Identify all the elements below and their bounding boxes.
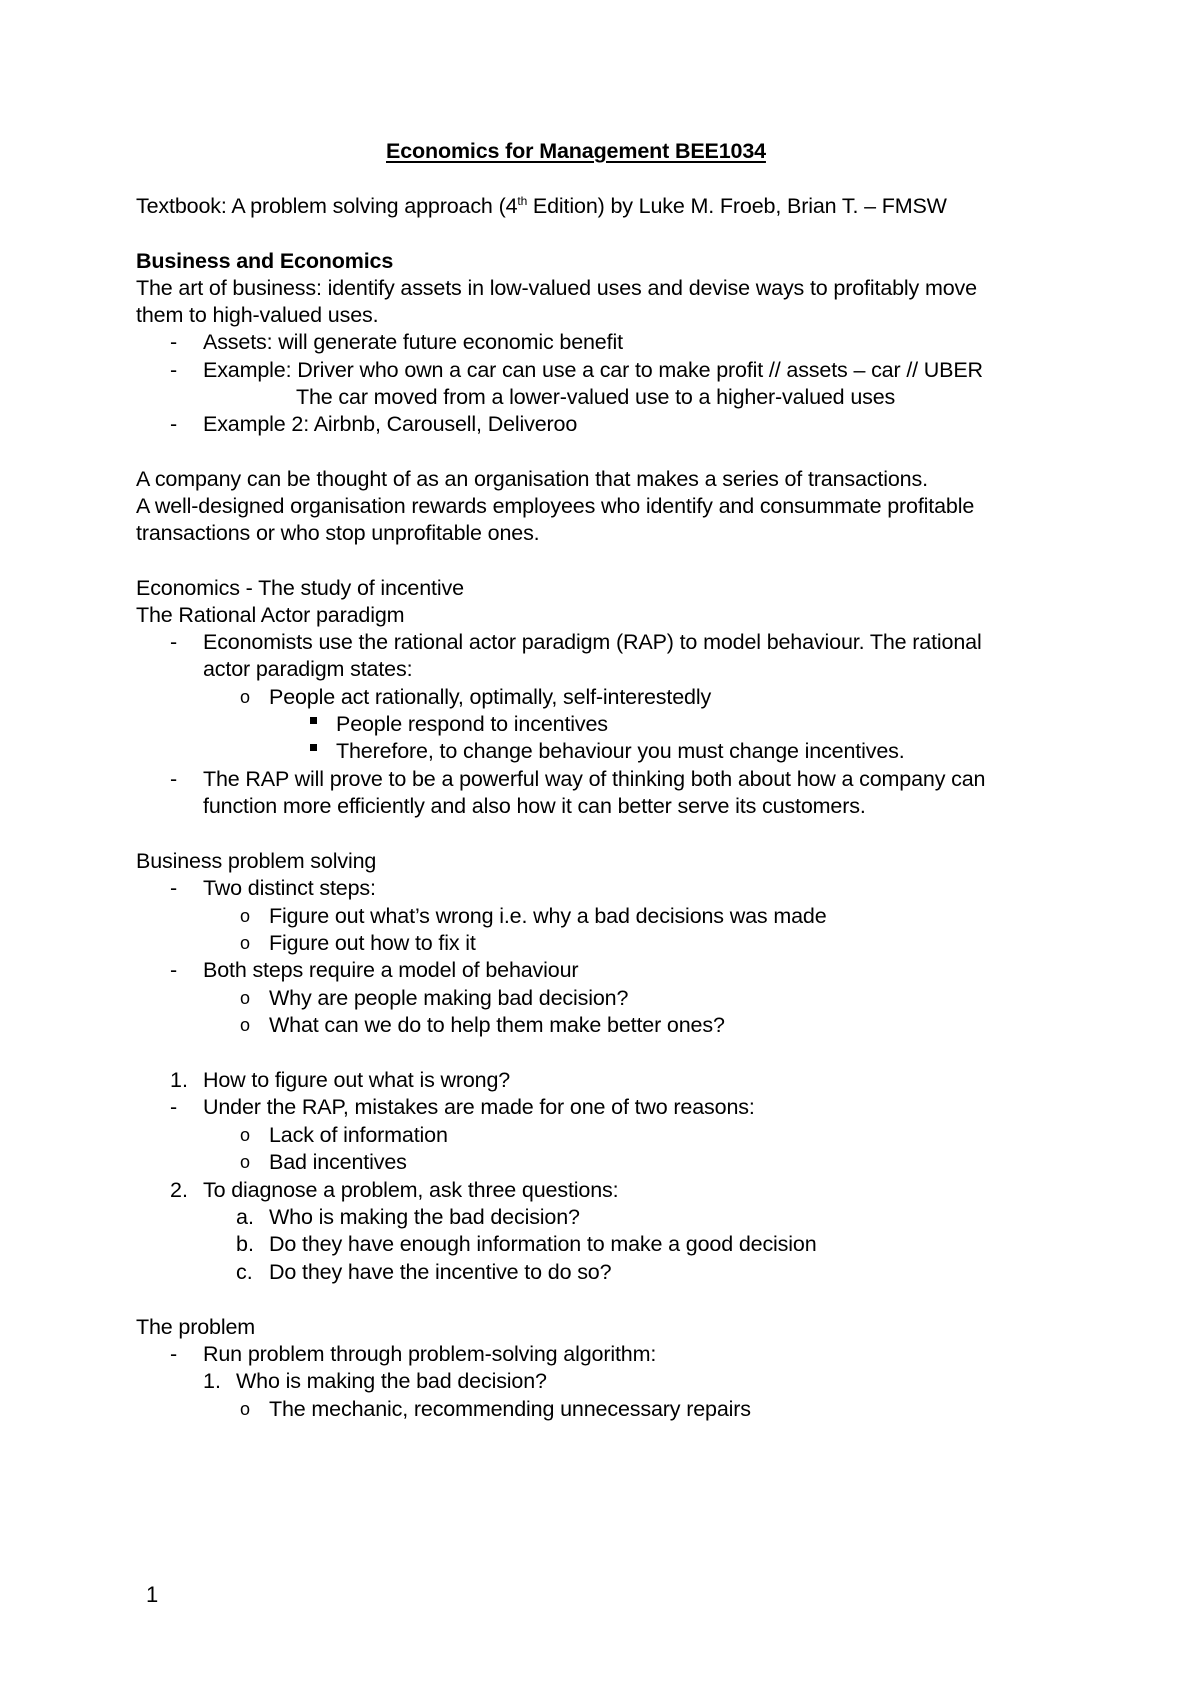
dash-bullet-marker: -	[170, 412, 178, 436]
dash-bullet-marker: -	[170, 767, 178, 791]
textbook-prefix: Textbook: A problem solving approach (4	[136, 194, 518, 218]
page-number: 1	[146, 1582, 159, 1607]
economics-heading: Economics - The study of incentive	[136, 576, 464, 600]
lack-information-text: Lack of information	[269, 1123, 448, 1147]
circle-bullet-marker: o	[240, 687, 251, 707]
question-a-text: Who is making the bad decision?	[269, 1205, 580, 1229]
both-steps-bullet-text: Both steps require a model of behaviour	[203, 958, 579, 982]
powerful-way-line-1: The RAP will prove to be a powerful way of thinking both about how a company can	[203, 767, 986, 791]
square-bullet-marker	[310, 717, 317, 724]
square-bullet-marker	[310, 744, 317, 751]
art-of-business-line-1: The art of business: identify assets in low-valued uses and devise ways to profitably move	[136, 276, 977, 300]
bad-incentives-text: Bad incentives	[269, 1150, 407, 1174]
dash-bullet-marker: -	[170, 330, 178, 354]
dash-bullet-marker: -	[170, 958, 178, 982]
change-incentives-text: Therefore, to change behaviour you must change incentives.	[336, 739, 905, 763]
why-bad-decision-text: Why are people making bad decision?	[269, 986, 629, 1010]
circle-bullet-marker: o	[240, 1152, 251, 1172]
rational-actor-subheading: The Rational Actor paradigm	[136, 603, 405, 627]
question-b-text: Do they have enough information to make a good decision	[269, 1232, 817, 1256]
company-paragraph-line-3: transactions or who stop unprofitable ones.	[136, 521, 540, 545]
company-paragraph-line-2: A well-designed organisation rewards employees who identify and consummate profitable	[136, 494, 975, 518]
document-title: Economics for Management BEE1034	[386, 139, 766, 163]
numbered-item-marker: 2.	[170, 1178, 188, 1202]
figure-out-fix-text: Figure out how to fix it	[269, 931, 476, 955]
circle-bullet-marker: o	[240, 1015, 251, 1035]
dash-bullet-marker: -	[170, 630, 178, 654]
edition-superscript: th	[517, 193, 528, 208]
uber-example-bullet-text: Example: Driver who own a car can use a car to make profit // assets – car // UBER	[203, 358, 983, 382]
run-problem-bullet-text: Run problem through problem-solving algorithm:	[203, 1342, 657, 1366]
company-paragraph-line-1: A company can be thought of as an organisation that makes a series of transactions.	[136, 467, 928, 491]
rap-bullet-line-1: Economists use the rational actor paradigm (RAP) to model behaviour. The rational	[203, 630, 982, 654]
people-act-rationally-text: People act rationally, optimally, self-interestedly	[269, 685, 712, 709]
textbook-suffix: Edition) by Luke M. Froeb, Brian T. – FMSW	[527, 194, 947, 218]
dash-bullet-marker: -	[170, 1342, 178, 1366]
assets-bullet-text: Assets: will generate future economic benefit	[203, 330, 623, 354]
circle-bullet-marker: o	[240, 906, 251, 926]
mechanic-repairs-text: The mechanic, recommending unnecessary repairs	[269, 1397, 751, 1421]
dash-bullet-marker: -	[170, 876, 178, 900]
figure-out-wrong-text: Figure out what’s wrong i.e. why a bad decisions was made	[269, 904, 827, 928]
circle-bullet-marker: o	[240, 933, 251, 953]
dash-bullet-marker: -	[170, 1095, 178, 1119]
the-problem-heading: The problem	[136, 1315, 256, 1339]
better-ones-text: What can we do to help them make better ones?	[269, 1013, 725, 1037]
rap-bullet-line-2: actor paradigm states:	[203, 657, 413, 681]
business-problem-solving-heading: Business problem solving	[136, 849, 377, 873]
lettered-item-marker: a.	[236, 1205, 254, 1229]
people-respond-text: People respond to incentives	[336, 712, 608, 736]
numbered-item-marker: 1.	[170, 1068, 188, 1092]
question-c-text: Do they have the incentive to do so?	[269, 1260, 612, 1284]
lettered-item-marker: b.	[236, 1232, 254, 1256]
textbook-line	[136, 191, 947, 221]
circle-bullet-marker: o	[240, 1399, 251, 1419]
numbered-item-marker: 1.	[203, 1369, 221, 1393]
two-steps-bullet-text: Two distinct steps:	[203, 876, 376, 900]
lettered-item-marker: c.	[236, 1260, 253, 1284]
numbered-item-figure-out-wrong: How to figure out what is wrong?	[203, 1068, 511, 1092]
art-of-business-line-2: them to high-valued uses.	[136, 303, 379, 327]
example-2-bullet-text: Example 2: Airbnb, Carousell, Deliveroo	[203, 412, 578, 436]
circle-bullet-marker: o	[240, 1125, 251, 1145]
dash-bullet-marker: -	[170, 358, 178, 382]
diagnose-problem-text: To diagnose a problem, ask three questions:	[203, 1178, 619, 1202]
business-economics-heading: Business and Economics	[136, 249, 394, 273]
under-rap-bullet-text: Under the RAP, mistakes are made for one of two reasons:	[203, 1095, 755, 1119]
circle-bullet-marker: o	[240, 988, 251, 1008]
who-making-decision-text: Who is making the bad decision?	[236, 1369, 547, 1393]
example-continuation-line: The car moved from a lower-valued use to a higher-valued uses	[296, 385, 896, 409]
powerful-way-line-2: function more efficiently and also how it can better serve its customers.	[203, 794, 866, 818]
